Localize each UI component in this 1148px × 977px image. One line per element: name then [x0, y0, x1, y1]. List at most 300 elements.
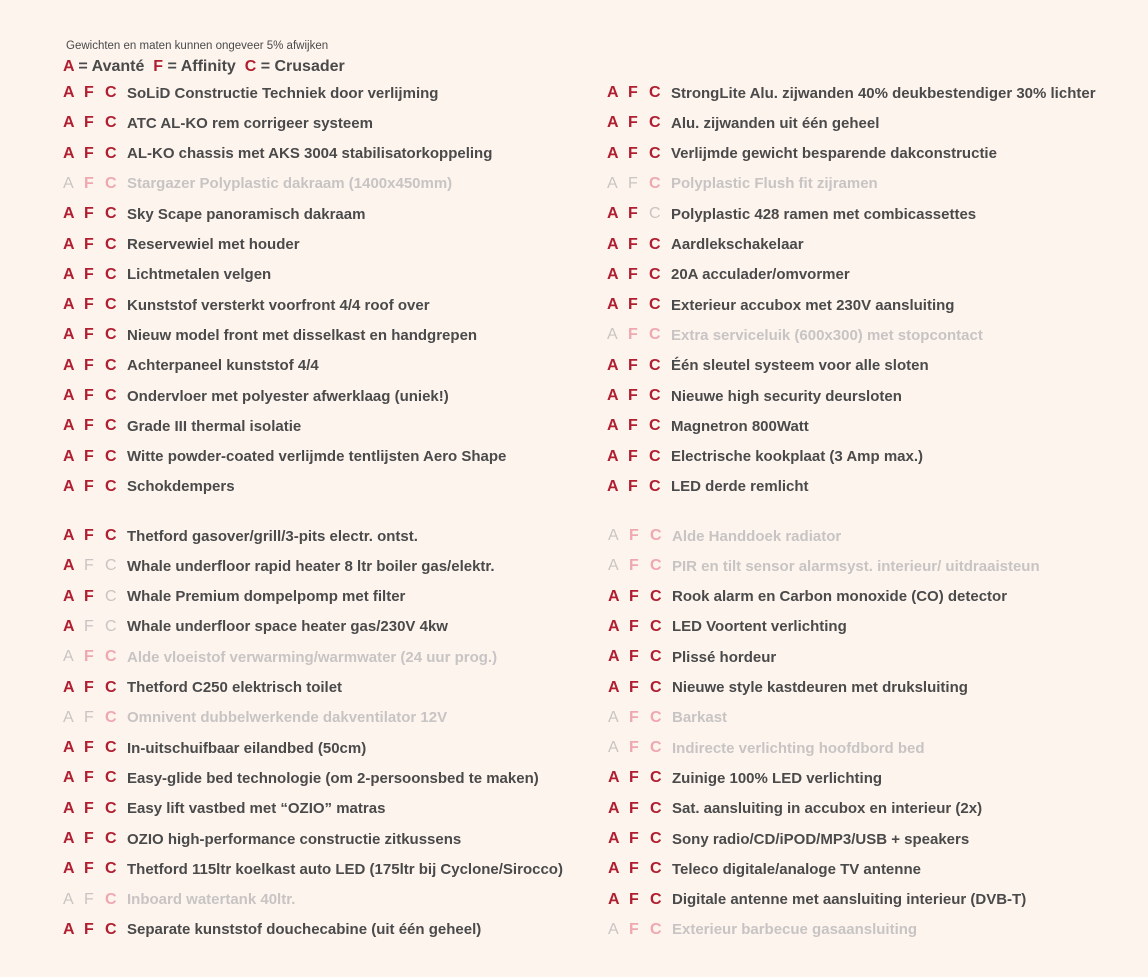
legend-text-f: = Affinity	[167, 58, 236, 75]
model-letter-f: F	[629, 920, 639, 938]
model-letter-f: F	[84, 830, 94, 847]
model-letter-f: F	[628, 174, 638, 192]
feature-label: Easy lift vastbed met “OZIO” matras	[127, 800, 386, 818]
feature-label: 20A acculader/omvormer	[671, 266, 850, 284]
model-letter-f: F	[628, 84, 638, 101]
model-letter-a: A	[608, 799, 620, 817]
feature-row	[63, 445, 506, 469]
model-letter-c: C	[105, 890, 117, 908]
feature-label: Sky Scape panoramisch dakraam	[127, 205, 366, 223]
model-letter-f: F	[628, 114, 638, 132]
feature-label: LED derde remlicht	[671, 478, 809, 496]
feature-row	[63, 585, 405, 609]
model-letter-f: F	[628, 235, 638, 253]
model-availability	[607, 326, 671, 344]
model-availability	[63, 145, 127, 163]
disclaimer-note: Gewichten en maten kunnen ongeveer 5% afwijken	[66, 40, 329, 52]
model-letter-f: F	[628, 417, 638, 435]
model-letter-a: A	[608, 830, 620, 847]
feature-label: Alu. zijwanden uit één geheel	[671, 114, 880, 132]
feature-row	[607, 233, 804, 257]
model-letter-a: A	[608, 587, 620, 605]
model-availability	[63, 478, 127, 496]
model-letter-c: C	[649, 114, 661, 132]
feature-row	[63, 736, 366, 760]
model-availability	[63, 709, 127, 727]
model-letter-a: A	[608, 708, 619, 726]
model-letter-a: A	[63, 708, 74, 726]
model-availability	[607, 205, 671, 223]
model-letter-a: A	[607, 477, 619, 495]
model-letter-c: C	[649, 235, 661, 253]
model-letter-f: F	[84, 265, 94, 283]
feature-label: SoLiD Constructie Techniek door verlijming	[127, 84, 439, 102]
model-availability	[608, 921, 672, 939]
model-availability	[63, 891, 127, 909]
model-availability	[63, 205, 127, 223]
feature-row	[63, 857, 563, 881]
model-availability	[63, 739, 127, 757]
model-availability	[607, 417, 671, 435]
model-letter-c: C	[105, 527, 117, 544]
model-letter-c: C	[650, 739, 662, 757]
model-letter-f: F	[84, 708, 94, 726]
model-availability	[608, 800, 672, 818]
model-letter-a: A	[63, 174, 74, 192]
model-availability	[63, 175, 127, 193]
feature-row	[63, 202, 365, 226]
model-availability	[607, 357, 671, 375]
model-letter-a: A	[63, 830, 75, 847]
feature-label: Rook alarm en Carbon monoxide (CO) detector	[672, 588, 1008, 606]
model-letter-f: F	[628, 296, 638, 314]
model-letter-f: F	[84, 890, 94, 908]
model-letter-f: F	[629, 527, 639, 544]
model-letter-c: C	[650, 830, 662, 847]
model-letter-c: C	[105, 296, 117, 314]
model-availability	[608, 891, 672, 909]
model-letter-a: A	[63, 205, 75, 223]
model-letter-c: C	[105, 447, 117, 465]
model-letter-f: F	[629, 708, 639, 726]
model-letter-f: F	[84, 417, 94, 435]
model-letter-f: F	[84, 447, 94, 465]
model-letter-c: C	[105, 860, 117, 878]
feature-row	[608, 797, 982, 821]
model-availability	[63, 236, 127, 254]
model-letter-a: A	[608, 739, 619, 757]
feature-row	[63, 414, 301, 438]
model-letter-f: F	[629, 769, 639, 787]
feature-row	[63, 676, 342, 700]
feature-label: Ondervloer met polyester afwerklaag (uniek!)	[127, 387, 449, 405]
model-letter-f: F	[629, 890, 639, 908]
model-letter-c: C	[649, 265, 661, 283]
model-availability	[608, 830, 672, 848]
model-letter-a: A	[63, 326, 75, 344]
model-letter-f: F	[628, 326, 638, 344]
feature-row	[63, 172, 452, 196]
model-letter-c: C	[650, 920, 662, 938]
model-letter-f: F	[628, 205, 638, 223]
model-letter-c: C	[105, 326, 117, 344]
feature-label: Alde vloeistof verwarming/warmwater (24 uur prog.)	[127, 648, 498, 666]
feature-row	[63, 888, 295, 912]
model-availability	[63, 557, 127, 575]
model-letter-f: F	[84, 557, 94, 575]
legend-letter-f: F	[153, 58, 164, 75]
model-letter-a: A	[63, 356, 75, 374]
model-letter-c: C	[650, 678, 662, 696]
model-availability	[63, 448, 127, 466]
model-letter-a: A	[63, 617, 75, 635]
model-letter-c: C	[105, 265, 117, 283]
feature-label: In-uitschuifbaar eilandbed (50cm)	[127, 739, 367, 757]
model-letter-a: A	[63, 890, 74, 908]
model-letter-f: F	[84, 678, 94, 696]
model-letter-f: F	[629, 648, 639, 666]
model-letter-c: C	[105, 617, 117, 635]
model-availability	[608, 709, 672, 727]
model-letter-f: F	[84, 527, 94, 544]
model-availability	[607, 145, 671, 163]
feature-row	[63, 615, 448, 639]
feature-label: Kunststof versterkt voorfront 4/4 roof over	[127, 296, 430, 314]
model-availability	[63, 588, 127, 606]
legend-text-a: = Avanté	[78, 58, 145, 75]
feature-label: Electrische kookplaat (3 Amp max.)	[671, 448, 924, 466]
model-letter-f: F	[84, 205, 94, 223]
feature-row	[607, 142, 997, 166]
model-availability	[63, 266, 127, 284]
model-letter-a: A	[608, 648, 620, 666]
model-letter-a: A	[63, 648, 74, 666]
model-letter-a: A	[63, 587, 75, 605]
feature-row	[63, 706, 447, 730]
model-letter-a: A	[608, 527, 619, 544]
feature-label: Lichtmetalen velgen	[127, 266, 272, 284]
feature-label: Nieuw model front met disselkast en handgrepen	[127, 326, 478, 344]
feature-label: Thetford C250 elektrisch toilet	[127, 679, 343, 696]
model-letter-f: F	[84, 326, 94, 344]
feature-label: Magnetron 800Watt	[671, 417, 809, 435]
feature-row	[63, 827, 461, 851]
feature-row	[607, 172, 878, 196]
model-letter-f: F	[629, 678, 639, 696]
feature-row	[607, 354, 929, 378]
model-availability	[63, 357, 127, 375]
model-availability	[63, 527, 127, 545]
model-letter-a: A	[607, 326, 618, 344]
model-letter-f: F	[84, 114, 94, 132]
model-letter-c: C	[649, 296, 661, 314]
model-letter-f: F	[629, 799, 639, 817]
model-letter-a: A	[607, 235, 619, 253]
model-letter-a: A	[608, 769, 620, 787]
feature-label: Indirecte verlichting hoofdbord bed	[672, 739, 925, 757]
model-letter-f: F	[84, 648, 94, 666]
model-letter-c: C	[649, 356, 661, 374]
model-letter-a: A	[63, 920, 75, 938]
feature-row	[63, 797, 385, 821]
model-availability	[607, 114, 671, 132]
model-availability	[608, 769, 672, 787]
feature-row	[608, 918, 917, 942]
model-availability	[607, 296, 671, 314]
model-letter-a: A	[63, 417, 75, 435]
feature-label: Exterieur accubox met 230V aansluiting	[671, 296, 955, 314]
feature-row	[608, 645, 776, 669]
feature-row	[63, 233, 300, 257]
model-letter-f: F	[84, 587, 94, 605]
feature-label: Extra serviceluik (600x300) met stopcontact	[671, 326, 983, 344]
model-letter-a: A	[63, 235, 75, 253]
model-letter-f: F	[629, 860, 639, 878]
model-letter-f: F	[628, 387, 638, 404]
model-availability	[63, 114, 127, 132]
feature-row	[63, 81, 438, 105]
model-letter-c: C	[105, 174, 117, 192]
model-availability	[63, 326, 127, 344]
model-availability	[63, 800, 127, 818]
model-letter-f: F	[628, 265, 638, 283]
model-availability	[63, 84, 127, 102]
feature-row	[607, 323, 983, 347]
feature-row	[63, 323, 477, 347]
model-letter-c: C	[105, 205, 117, 223]
feature-label: Teleco digitale/analoge TV antenne	[672, 860, 921, 878]
model-availability	[608, 618, 672, 636]
model-letter-c: C	[105, 84, 117, 101]
model-letter-f: F	[84, 387, 94, 404]
feature-label: Aardlekschakelaar	[671, 236, 804, 253]
model-letter-c: C	[105, 830, 117, 847]
model-letter-c: C	[105, 708, 117, 726]
feature-row	[608, 857, 921, 881]
model-letter-c: C	[105, 648, 117, 666]
model-availability	[63, 296, 127, 314]
feature-label: Whale underfloor rapid heater 8 ltr boiler gas/elektr.	[127, 557, 495, 575]
feature-row	[63, 475, 235, 499]
model-letter-a: A	[63, 265, 75, 283]
feature-row	[63, 554, 495, 578]
feature-row	[63, 918, 481, 942]
feature-label: Sat. aansluiting in accubox en interieur (2x)	[672, 800, 983, 818]
feature-label: Één sleutel systeem voor alle sloten	[671, 357, 929, 375]
feature-row	[63, 766, 539, 790]
model-letter-a: A	[63, 387, 75, 404]
model-letter-f: F	[84, 144, 94, 162]
feature-label: Inboard watertank 40ltr.	[127, 891, 296, 909]
feature-label: Sony radio/CD/iPOD/MP3/USB + speakers	[672, 830, 970, 848]
model-availability	[63, 387, 127, 405]
model-letter-c: C	[105, 114, 117, 132]
feature-row	[63, 142, 492, 166]
model-letter-c: C	[649, 326, 661, 344]
feature-label: Stargazer Polyplastic dakraam (1400x450mm)	[127, 175, 453, 193]
model-availability	[608, 557, 672, 575]
model-letter-c: C	[649, 417, 661, 435]
feature-row	[63, 293, 430, 317]
model-availability	[607, 478, 671, 496]
feature-label: Schokdempers	[127, 478, 235, 496]
model-letter-c: C	[650, 527, 662, 544]
feature-row	[63, 354, 319, 378]
feature-label: Exterieur barbecue gasaansluiting	[672, 921, 918, 939]
model-letter-c: C	[650, 617, 662, 635]
model-letter-a: A	[607, 84, 619, 101]
model-letter-f: F	[629, 557, 639, 575]
model-letter-c: C	[105, 678, 117, 696]
feature-row	[63, 645, 497, 669]
feature-label: Zuinige 100% LED verlichting	[672, 769, 883, 787]
feature-row	[63, 384, 449, 408]
feature-label: Verlijmde gewicht besparende dakconstructie	[671, 145, 997, 163]
model-letter-c: C	[105, 920, 117, 938]
model-letter-c: C	[650, 648, 662, 666]
feature-row	[608, 827, 969, 851]
model-letter-c: C	[649, 477, 661, 495]
model-availability	[608, 739, 672, 757]
feature-row	[63, 524, 418, 548]
feature-label: Omnivent dubbelwerkende dakventilator 12V	[127, 709, 448, 727]
feature-label: StrongLite Alu. zijwanden 40% deukbestendiger 30% lichter	[671, 84, 1096, 102]
model-availability	[607, 266, 671, 284]
model-letter-a: A	[63, 447, 75, 465]
model-letter-c: C	[105, 417, 117, 435]
feature-row	[608, 554, 1040, 578]
feature-label: Digitale antenne met aansluiting interieur (DVB-T)	[672, 891, 1027, 909]
feature-label: Barkast	[672, 709, 728, 727]
model-letter-f: F	[84, 739, 94, 757]
model-availability	[607, 448, 671, 466]
model-letter-a: A	[607, 144, 619, 162]
model-letter-f: F	[84, 296, 94, 314]
legend-text-c: = Crusader	[260, 58, 345, 75]
model-letter-a: A	[607, 114, 619, 132]
model-letter-c: C	[105, 144, 117, 162]
model-letter-f: F	[628, 356, 638, 374]
model-availability	[63, 860, 127, 878]
model-letter-a: A	[63, 860, 75, 878]
model-letter-a: A	[63, 84, 75, 101]
model-letter-a: A	[607, 417, 619, 435]
feature-label: Alde Handdoek radiator	[672, 527, 842, 545]
model-letter-a: A	[608, 890, 620, 908]
model-letter-f: F	[84, 860, 94, 878]
model-letter-f: F	[84, 799, 94, 817]
feature-row	[608, 585, 1007, 609]
model-letter-a: A	[607, 296, 619, 314]
model-letter-a: A	[63, 477, 75, 495]
feature-row	[607, 475, 809, 499]
model-letter-a: A	[63, 799, 75, 817]
model-letter-f: F	[84, 617, 94, 635]
feature-row	[607, 202, 976, 226]
feature-row	[608, 888, 1026, 912]
model-letter-a: A	[63, 144, 75, 162]
feature-row	[608, 706, 727, 730]
feature-label: Thetford gasover/grill/3-pits electr. ontst.	[127, 527, 418, 545]
model-letter-a: A	[63, 527, 75, 544]
model-letter-f: F	[84, 84, 94, 101]
model-letter-f: F	[628, 144, 638, 162]
feature-label: AL-KO chassis met AKS 3004 stabilisatorkoppeling	[127, 145, 493, 163]
model-letter-c: C	[650, 557, 662, 575]
legend-letter-c: C	[244, 58, 257, 75]
feature-row	[608, 766, 882, 790]
model-letter-f: F	[628, 447, 638, 465]
model-letter-a: A	[608, 860, 620, 878]
model-letter-c: C	[649, 447, 661, 465]
legend-letter-a: A	[63, 58, 74, 75]
feature-row	[607, 263, 850, 287]
model-letter-a: A	[63, 557, 75, 575]
model-letter-c: C	[649, 144, 661, 162]
feature-label: Grade III thermal isolatie	[127, 417, 302, 435]
model-availability	[63, 618, 127, 636]
model-letter-c: C	[650, 769, 662, 787]
model-availability	[608, 588, 672, 606]
model-letter-f: F	[629, 587, 639, 605]
model-letter-f: F	[84, 356, 94, 374]
model-availability	[63, 679, 127, 697]
feature-row	[608, 524, 841, 548]
model-availability	[63, 921, 127, 939]
feature-label: Thetford 115ltr koelkast auto LED (175ltr bij Cyclone/Sirocco)	[127, 860, 563, 878]
model-letter-c: C	[105, 557, 117, 575]
feature-label: PIR en tilt sensor alarmsyst. interieur/ uitdraaisteun	[672, 557, 1040, 575]
model-letter-f: F	[84, 769, 94, 787]
feature-label: ATC AL-KO rem corrigeer systeem	[127, 114, 373, 132]
model-letter-a: A	[63, 114, 75, 132]
model-letter-a: A	[608, 557, 619, 575]
model-letter-a: A	[607, 356, 619, 374]
model-letter-c: C	[650, 587, 662, 605]
feature-row	[607, 445, 923, 469]
model-letter-c: C	[649, 174, 661, 192]
feature-row	[608, 676, 968, 700]
model-availability	[607, 84, 671, 102]
model-letter-f: F	[84, 920, 94, 938]
model-letter-c: C	[105, 387, 117, 404]
model-letter-a: A	[607, 174, 618, 192]
feature-label: Achterpaneel kunststof 4/4	[127, 357, 319, 375]
model-letter-a: A	[607, 447, 619, 465]
feature-label: Witte powder-coated verlijmde tentlijsten Aero Shape	[127, 448, 507, 466]
feature-label: LED Voortent verlichting	[672, 618, 847, 636]
model-letter-a: A	[63, 678, 75, 696]
feature-row	[607, 293, 954, 317]
model-letter-a: A	[608, 678, 620, 696]
model-letter-c: C	[105, 477, 117, 495]
model-letter-c: C	[105, 739, 117, 757]
feature-label: Plissé hordeur	[672, 648, 777, 666]
feature-row	[607, 111, 879, 135]
feature-row	[607, 81, 1096, 105]
model-letter-a: A	[63, 296, 75, 314]
model-letter-c: C	[650, 799, 662, 817]
model-availability	[607, 236, 671, 254]
model-letter-c: C	[649, 387, 661, 404]
feature-row	[608, 736, 925, 760]
model-letter-a: A	[608, 920, 619, 938]
feature-row	[63, 263, 271, 287]
feature-label: Separate kunststof douchecabine (uit één geheel)	[127, 921, 482, 939]
feature-label: Reservewiel met houder	[127, 236, 300, 253]
feature-row	[63, 111, 373, 135]
model-availability	[63, 648, 127, 666]
